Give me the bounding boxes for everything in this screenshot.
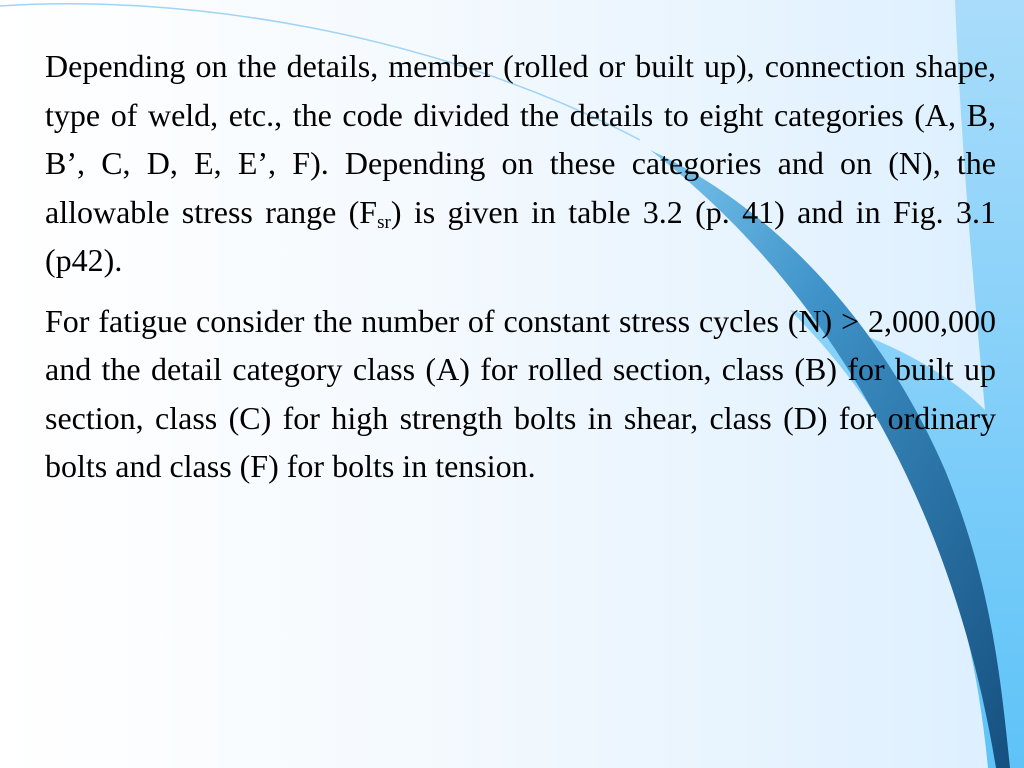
- paragraph-categories: [45, 42, 996, 285]
- paragraph-categories-lead: Depending on the details, member (rolled or built up), connection shape, type of weld, etc., the code divided the details to eight categories (A, B, B’, C, D, E, E’, F). Depending on these categories and on (N), the allowable stress range (F: [45, 48, 996, 230]
- paragraph-categories-tail: ) is given in table 3.2 (p. 41) and in Fig. 3.1 (p42).: [45, 193, 997, 278]
- stress-range-subscript: sr: [377, 211, 391, 233]
- slide-body: [45, 42, 996, 491]
- paragraph-fatigue: For fatigue consider the number of constant stress cycles (N) > 2,000,000 and the detail category class (A) for rolled section, class (B) for built up section, class (C) for high strength bolts in shear, class (D) for ordinary bolts and class (F) for bolts in tension.: [45, 302, 996, 484]
